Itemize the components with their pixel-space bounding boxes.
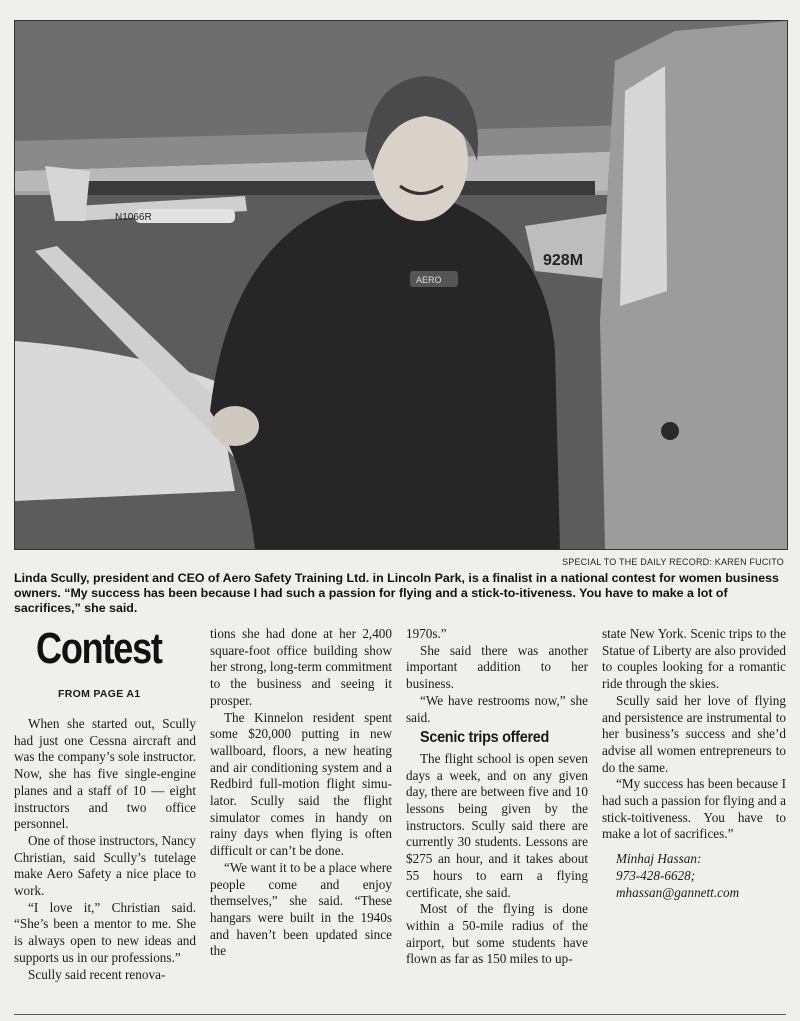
paragraph: The flight school is open seven days a week, and on any given day, there are between five and 10 lessons being given by the instructors. Scully said there are currently 30 students. Lessons are $275 an hour, and it takes about 55 hours to earn a flying certificate, she said. <box>406 750 588 900</box>
jump-page: A1 <box>126 688 141 700</box>
jump-label: FROM PAGE <box>58 688 124 700</box>
paragraph: state New York. Scenic trips to the Statue of Liberty are also provided to couples looking for a romantic ride through the skies. <box>602 626 786 692</box>
author-email[interactable]: mhassan@gannett.com <box>616 884 740 900</box>
feature-photo <box>14 20 788 550</box>
bottom-rule <box>14 1014 786 1015</box>
article-column-3 <box>406 626 588 968</box>
article-column-1 <box>14 716 196 983</box>
paragraph: One of those instructors, Nancy Christian, said Scully’s tutelage make Aero Safety a nice place to work. <box>14 832 196 899</box>
hand <box>211 406 259 446</box>
paragraph: The Kinnelon resident spent some $20,000 putting in new wallboard, floors, a new heating and air conditioning system and a Redbird full-motion flight simulator. Scully said the flight simulator comes in handy on rainy days when flying is often difficult or can’t be done. <box>210 709 392 859</box>
article-column-2 <box>210 626 392 960</box>
section-subhead: Scenic trips offered <box>420 729 550 747</box>
photo-illustration <box>15 21 787 549</box>
door-window <box>620 66 667 306</box>
paragraph: Most of the flying is done within a 50-mile radius of the airport, but some students have flown as far as 150 miles to up- <box>406 901 588 967</box>
tail-number-2: 928M <box>543 252 584 269</box>
paragraph: “We want it to be a place where people come and enjoy themselves,” she said. “These hangars were built in the 1940s and haven’t been updated since the <box>210 859 392 959</box>
author-name: Minhaj Hassan: <box>616 851 702 867</box>
jacket-logo: AERO <box>416 275 442 285</box>
paragraph: 1970s.” <box>406 626 447 641</box>
paragraph: When she started out, Scully had just one Cessna aircraft and was the company’s sole instructor. Now, she has five single-engine planes and a staff of 10 — eight instructors and two office personnel. <box>14 716 196 832</box>
photo-credit: SPECIAL TO THE DAILY RECORD: KAREN FUCITO <box>562 557 784 567</box>
tail-number-1: N1066R <box>115 212 152 223</box>
tree-line <box>75 181 595 195</box>
paragraph: Scully said recent renova- <box>28 966 166 982</box>
photo-caption: Linda Scully, president and CEO of Aero Safety Training Ltd. in Lincoln Park, is a finalist in a national contest for women business owners. “My success has been because I had such a passion for flying and a stick-to-itiveness. You have to make a lot of sacrifices,” she said. <box>14 571 779 615</box>
paragraph: Scully said her love of flying and persistence are instrumental to her business’s success and she’d advise all women entrepreneurs to do the same. <box>602 692 786 775</box>
paragraph: She said there was another important addition to her business. <box>406 642 588 692</box>
jump-line <box>58 688 140 700</box>
paragraph: “My success has been because I had such a passion for flying and a stick-toitiveness. You have to make a lot of sacrifices.” <box>602 776 786 842</box>
paragraph: “We have restrooms now,” she said. <box>406 692 588 725</box>
paragraph: “I love it,” Christian said. “She’s been a mentor to me. She is always open to new ideas and supports us in our professions.” <box>14 899 196 965</box>
article-column-4 <box>602 626 786 901</box>
author-phone: 973-428-6628; <box>616 867 696 883</box>
paragraph: tions she had done at her 2,400 square-foot office building show her strong, long-term commitment to the business and seeing it prosper. <box>210 626 392 708</box>
article-headline: Contest <box>36 624 162 673</box>
